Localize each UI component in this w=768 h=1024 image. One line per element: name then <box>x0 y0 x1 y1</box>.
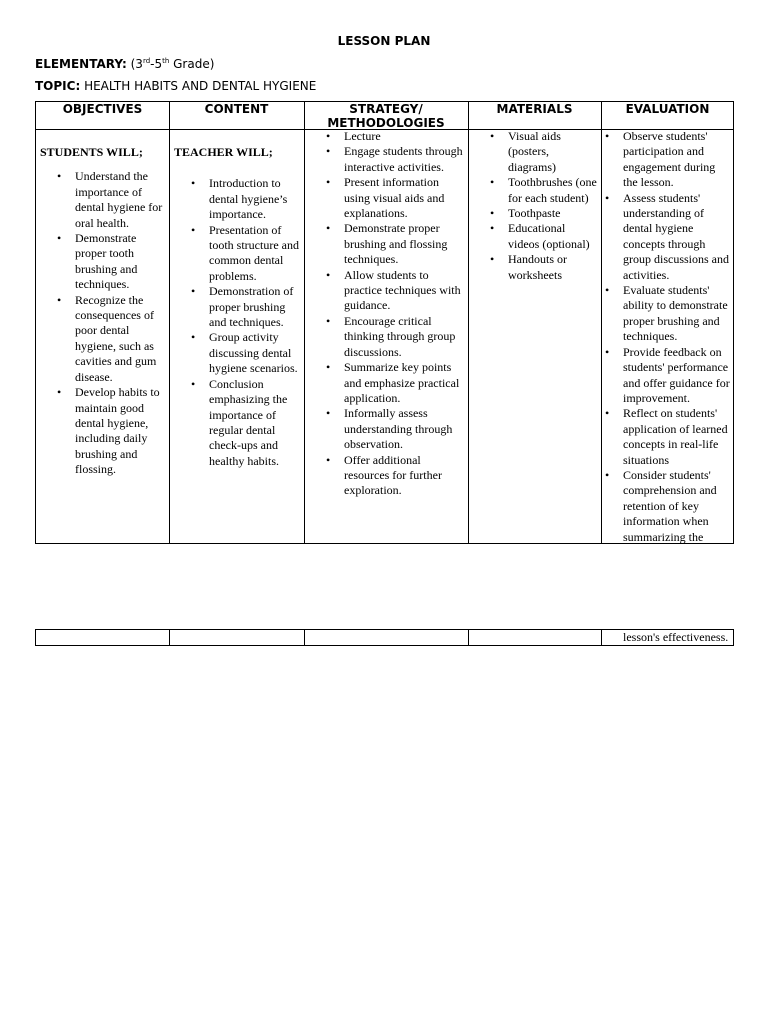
objectives-list <box>40 169 166 477</box>
column-divider <box>304 102 305 543</box>
list-item: • Allow students to practice techniques with guidance. <box>344 268 465 314</box>
list-item: • Evaluate students' ability to demonstrate proper brushing and techniques. <box>623 283 731 345</box>
list-item: • Demonstrate proper brushing and flossing techniques. <box>344 221 465 267</box>
list-item: • Encourage critical thinking through group discussions. <box>344 314 465 360</box>
list-item: • Consider students' comprehension and retention of key information when summarizing the <box>623 468 731 545</box>
lesson-plan-table <box>35 101 734 544</box>
list-item: • Observe students' participation and engagement during the lesson. <box>623 129 731 191</box>
list-item: • Group activity discussing dental hygiene scenarios. <box>209 330 302 376</box>
strategy-cell <box>325 129 465 499</box>
elementary-line <box>35 57 214 71</box>
list-item: • Conclusion emphasizing the importance of regular dental check-ups and healthy habits. <box>209 377 302 469</box>
list-item: • Assess students' understanding of dental hygiene concepts through group discussions and activities. <box>623 191 731 283</box>
list-item: • Provide feedback on students' performance and offer guidance for improvement. <box>623 345 731 407</box>
objectives-lead: STUDENTS WILL; <box>40 145 143 159</box>
column-divider <box>169 630 170 645</box>
list-item: • Handouts or worksheets <box>508 252 599 283</box>
column-divider <box>468 102 469 543</box>
grade-sup-2: th <box>162 57 170 65</box>
grade-dash: -5 <box>150 57 163 71</box>
list-item: • Offer additional resources for further exploration. <box>344 453 465 499</box>
header-materials: MATERIALS <box>496 102 573 116</box>
materials-cell <box>489 129 599 283</box>
evaluation-cell <box>605 129 731 545</box>
strategy-list <box>325 129 465 499</box>
evaluation-list <box>605 129 731 545</box>
evaluation-continuation: lesson's effectiveness. <box>623 630 729 644</box>
content-lead: TEACHER WILL; <box>174 145 273 159</box>
list-item: • Demonstration of proper brushing and techniques. <box>209 284 302 330</box>
grade-sup-1: rd <box>142 57 151 65</box>
list-item: • Presentation of tooth structure and common dental problems. <box>209 223 302 285</box>
grade-open: (3 <box>126 57 143 71</box>
column-divider <box>601 102 602 543</box>
continuation-table-row <box>35 629 734 646</box>
column-divider <box>468 630 469 645</box>
header-strategy-line-1: STRATEGY/ <box>349 102 423 116</box>
column-divider <box>304 630 305 645</box>
header-objectives: OBJECTIVES <box>62 102 143 116</box>
header-strategy <box>304 102 468 130</box>
content-list <box>174 176 302 469</box>
list-item: • Educational videos (optional) <box>508 221 599 252</box>
list-item: • Introduction to dental hygiene’s importance. <box>209 176 302 222</box>
topic-label: TOPIC: <box>35 79 81 93</box>
list-item: • Reflect on students' application of learned concepts in real-life situations <box>623 406 731 468</box>
document-title: LESSON PLAN <box>337 34 431 48</box>
list-item: • Toothpaste <box>508 206 599 221</box>
column-divider <box>601 630 602 645</box>
header-evaluation: EVALUATION <box>625 102 710 116</box>
list-item: • Engage students through interactive activities. <box>344 144 465 175</box>
list-item: • Develop habits to maintain good dental hygiene, including daily brushing and flossing. <box>75 385 166 477</box>
list-item: • Summarize key points and emphasize practical application. <box>344 360 465 406</box>
list-item: • Recognize the consequences of poor dental hygiene, such as cavities and gum disease. <box>75 293 166 385</box>
materials-list <box>489 129 599 283</box>
grade-close: Grade) <box>169 57 215 71</box>
topic-value: HEALTH HABITS AND DENTAL HYGIENE <box>80 79 317 93</box>
list-item: • Visual aids (posters, diagrams) <box>508 129 599 175</box>
header-content: CONTENT <box>204 102 269 116</box>
list-item: • Present information using visual aids and explanations. <box>344 175 465 221</box>
topic-line <box>35 79 316 93</box>
column-divider <box>169 102 170 543</box>
list-item: • Lecture <box>344 129 465 144</box>
header-strategy-line-2: METHODOLOGIES <box>327 116 445 130</box>
elementary-label: ELEMENTARY: <box>35 57 127 71</box>
list-item: • Toothbrushes (one for each student) <box>508 175 599 206</box>
list-item: • Understand the importance of dental hygiene for oral health. <box>75 169 166 231</box>
objectives-cell <box>40 145 166 478</box>
content-cell <box>174 145 302 469</box>
list-item: • Demonstrate proper tooth brushing and techniques. <box>75 231 166 293</box>
list-item: • Informally assess understanding through observation. <box>344 406 465 452</box>
